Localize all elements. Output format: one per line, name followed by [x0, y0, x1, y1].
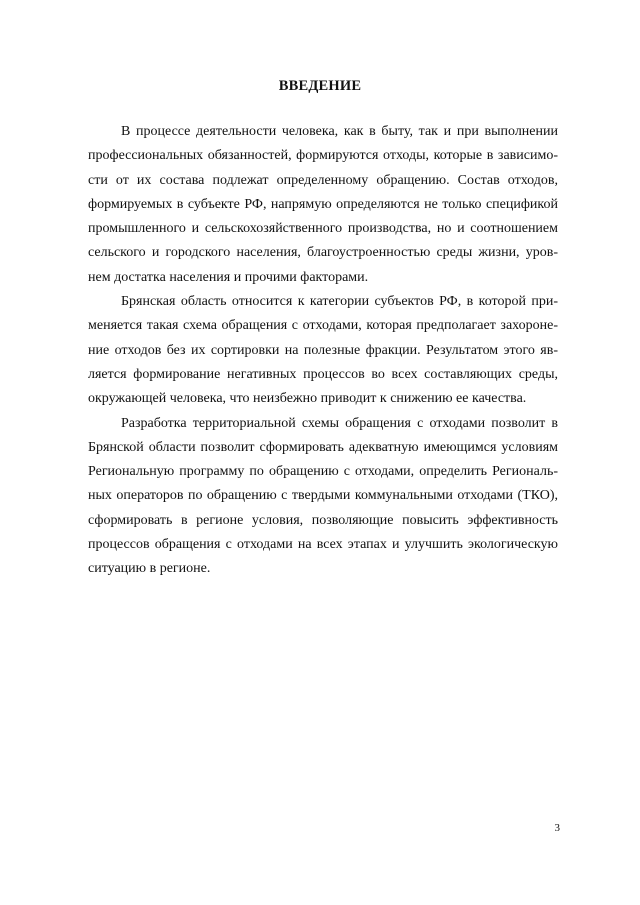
paragraph-3 [88, 412, 558, 582]
text-line: процессов обращения с отходами на всех этапах и улучшить экологическую [88, 537, 558, 553]
page-number: 3 [554, 822, 560, 834]
text-line: профессиональных обязанностей, формируются отходы, которые в зависимо- [88, 148, 558, 164]
text-line: сформировать в регионе условия, позволяющие повысить эффективность [88, 512, 558, 528]
text-line: ние отходов без их сортировки на полезные фракции. Результатом этого яв- [88, 342, 558, 358]
paragraph-1 [88, 120, 558, 290]
text-line: Разработка территориальной схемы обращения с отходами позволит в [121, 415, 558, 431]
text-line: окружающей человека, что неизбежно приводит к снижению ее качества. [88, 391, 527, 407]
text-line: промышленного и сельскохозяйственного производства, но и соотношением [88, 221, 558, 237]
text-line: Брянская область относится к категории субъектов РФ, в которой при- [121, 294, 558, 310]
paragraph-2 [88, 290, 558, 411]
text-line: сельского и городского населения, благоустроенностью среды жизни, уров- [88, 245, 558, 261]
text-line: ситуацию в регионе. [88, 561, 211, 577]
text-line: нем достатка населения и прочими факторами. [88, 269, 369, 285]
text-line: ных операторов по обращению с твердыми коммунальными отходами (ТКО), [88, 488, 558, 504]
text-line: Региональную программу по обращению с отходами, определить Региональ- [88, 464, 558, 480]
section-title: ВВЕДЕНИЕ [278, 78, 362, 94]
text-line: ляется формирование негативных процессов во всех составляющих среды, [88, 366, 558, 382]
body-text [88, 120, 558, 582]
text-line: меняется такая схема обращения с отходами, которая предполагает захороне- [88, 318, 558, 334]
text-line: В процессе деятельности человека, как в быту, так и при выполнении [121, 124, 558, 139]
text-line: Брянской области позволит сформировать адекватную имеющимся условиям [88, 439, 558, 455]
text-line: формируемых в субъекте РФ, напрямую определяются не только спецификой [88, 196, 558, 212]
text-line: сти от их состава подлежат определенному обращению. Состав отходов, [88, 172, 558, 188]
